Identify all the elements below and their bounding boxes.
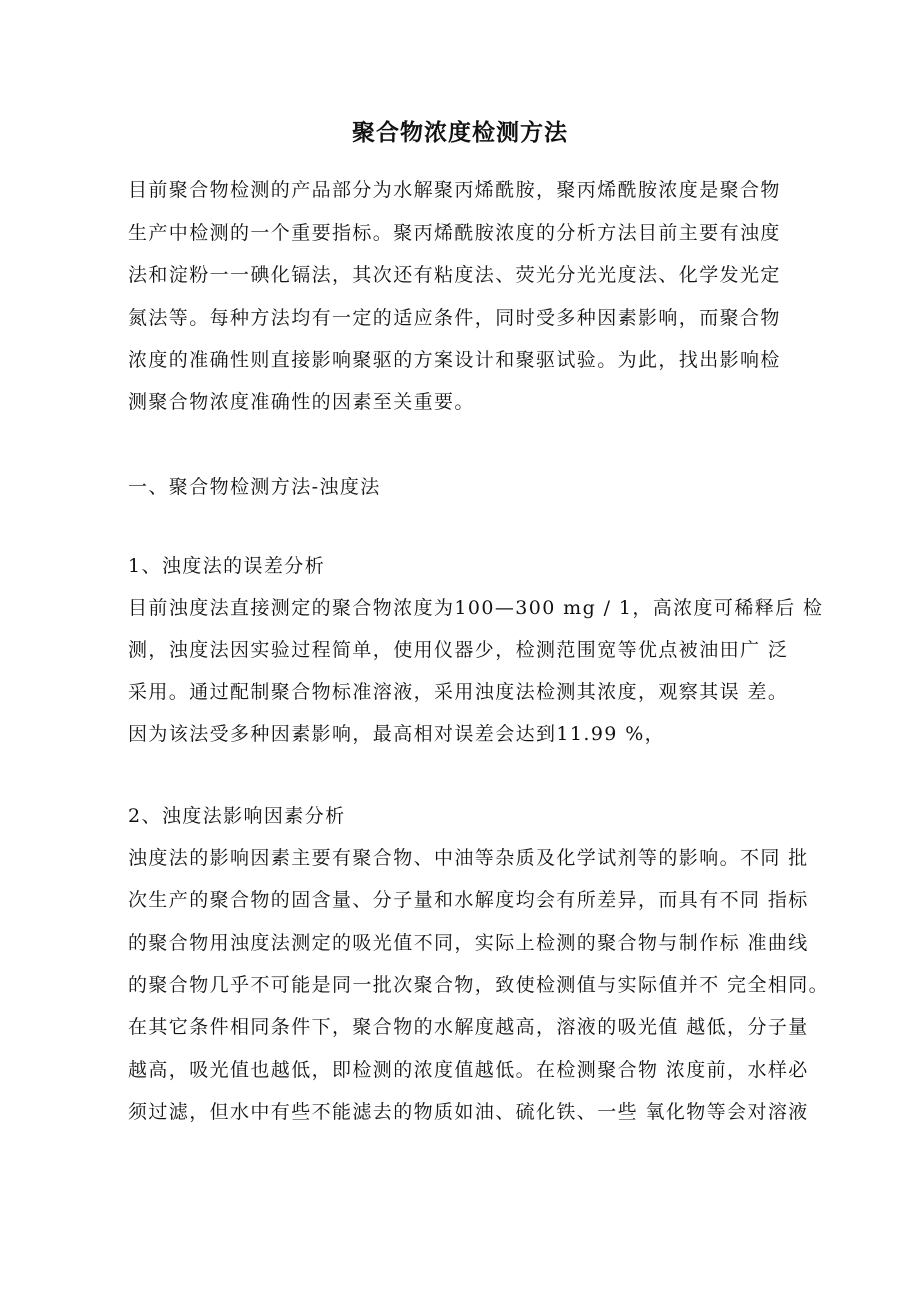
section-heading: 一、聚合物检测方法-浊度法 [128,476,381,498]
body-line: 采用。通过配制聚合物标准溶液，采用浊度法检测其浓度，观察其误 差。 [128,681,789,703]
subsection-heading: 1、浊度法的误差分析 [128,555,326,577]
body-line: 的聚合物几乎不可能是同一批次聚合物，致使检测值与实际值并不 完全相同。 [128,974,830,996]
intro-line: 目前聚合物检测的产品部分为水解聚丙烯酰胺，聚丙烯酰胺浓度是聚合物 [128,179,781,201]
intro-line: 生产中检测的一个重要指标。聚丙烯酰胺浓度的分析方法目前主要有浊度 [128,222,781,244]
body-line: 越高，吸光值也越低，即检测的浓度值越低。在检测聚合物 浓度前，水样必 [128,1059,809,1081]
intro-line: 浓度的准确性则直接影响聚驱的方案设计和聚驱试验。为此，找出影响检 [128,349,781,371]
subsection-heading: 2、浊度法影响因素分析 [128,805,346,827]
intro-line: 测聚合物浓度准确性的因素至关重要。 [128,391,475,413]
body-line: 因为该法受多种因素影响，最高相对误差会达到11.99 %， [128,723,666,745]
body-line: 在其它条件相同条件下，聚合物的水解度越高，溶液的吸光值 越低，分子量 [128,1016,809,1038]
body-line: 浊度法的影响因素主要有聚合物、中油等杂质及化学试剂等的影响。不同 批 [128,847,809,869]
body-line: 次生产的聚合物的固含量、分子量和水解度均会有所差异，而具有不同 指标 [128,889,809,911]
intro-line: 氮法等。每种方法均有一定的适应条件，同时受多种因素影响，而聚合物 [128,307,781,329]
body-line: 须过滤，但水中有些不能滤去的物质如油、硫化铁、一些 氧化物等会对溶液 [128,1101,809,1123]
body-line: 目前浊度法直接测定的聚合物浓度为100—300 mg / 1，高浓度可稀释后 检 [128,597,824,619]
intro-line: 法和淀粉一一碘化镉法，其次还有粘度法、荧光分光光度法、化学发光定 [128,264,781,286]
body-line: 的聚合物用浊度法测定的吸光值不同，实际上检测的聚合物与制作标 准曲线 [128,932,809,954]
body-line: 测，浊度法因实验过程简单，使用仪器少，检测范围宽等优点被油田广 泛 [128,639,789,661]
document-title: 聚合物浓度检测方法 [352,119,568,146]
